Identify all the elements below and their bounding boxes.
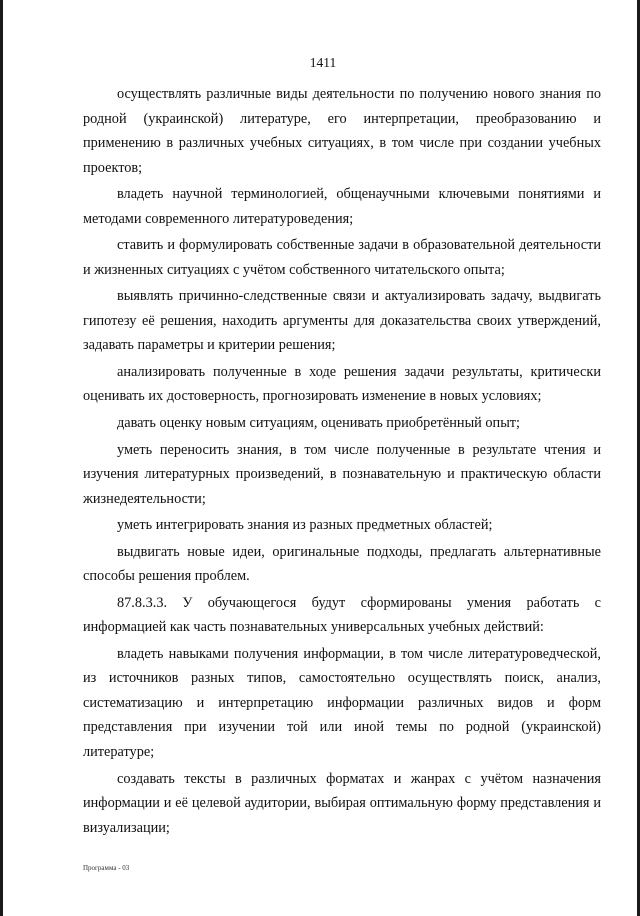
paragraph: давать оценку новым ситуациям, оценивать приобретённый опыт; bbox=[117, 414, 521, 431]
paragraph: выдвигать новые идеи, оригинальные подходы, предлагать альтернативные способы решения проблем. bbox=[83, 543, 601, 585]
paragraph: уметь переносить знания, в том числе полученные в результате чтения и изучения литературных произведений, в познавательную и практическую области жизнедеятельности; bbox=[83, 441, 601, 507]
body-text bbox=[83, 82, 601, 842]
paragraph: создавать тексты в различных форматах и жанрах с учётом назначения информации и её целевой аудитории, выбирая оптимальную форму представления и визуализации; bbox=[83, 770, 601, 836]
paragraph: уметь интегрировать знания из разных предметных областей; bbox=[117, 517, 493, 534]
paragraph: выявлять причинно-следственные связи и актуализировать задачу, выдвигать гипотезу её решения, находить аргументы для доказательства своих утверждений, задавать параметры и критерии решения; bbox=[83, 288, 601, 354]
paragraph: осуществлять различные виды деятельности по получению нового знания по родной (украинской) литературе, его интерпретации, преобразованию и применению в различных учебных ситуациях, в том числе при создании учебных проектов; bbox=[83, 86, 601, 176]
page-number: 1411 bbox=[309, 55, 337, 70]
paragraph: владеть научной терминологией, общенаучными ключевыми понятиями и методами современного литературоведения; bbox=[83, 186, 601, 227]
section-heading-paragraph: 87.8.3.3. У обучающегося будут сформированы умения работать с информацией как часть познавательных универсальных учебных действий: bbox=[83, 594, 601, 636]
paragraph: владеть навыками получения информации, в том числе литературоведческой, из источников разных типов, самостоятельно осуществлять поиск, анализ, систематизацию и интерпретацию информации различных видов и форм представления при изучении той или иной темы по родной (украинской) литературе; bbox=[83, 645, 601, 760]
paragraph: ставить и формулировать собственные задачи в образовательной деятельности и жизненных ситуациях с учётом собственного читательского опыта; bbox=[83, 237, 601, 278]
paragraph: анализировать полученные в ходе решения задачи результаты, критически оценивать их достоверность, прогнозировать изменение в новых условиях; bbox=[83, 363, 601, 405]
footer-label: Программа - 03 bbox=[83, 864, 130, 872]
